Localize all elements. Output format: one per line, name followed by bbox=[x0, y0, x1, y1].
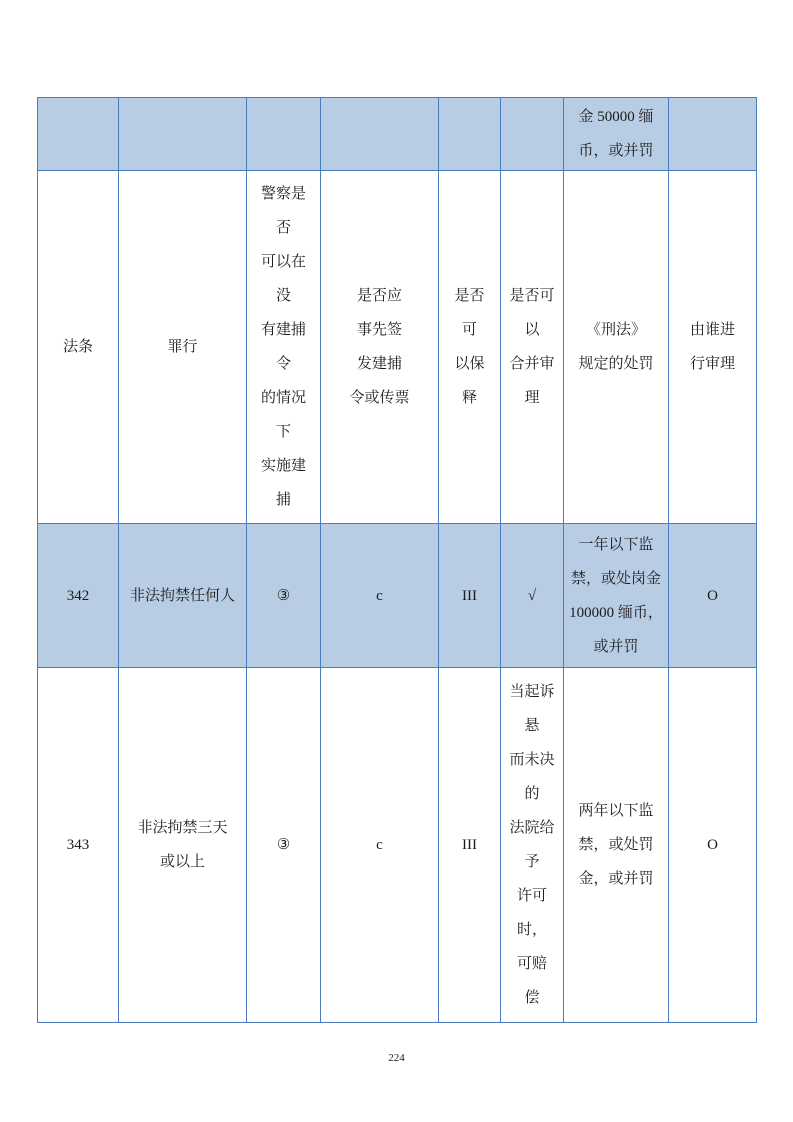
header-text: 释 bbox=[461, 390, 477, 406]
header-text: 由谁进 bbox=[689, 322, 735, 338]
cell-text: 一年以下监 bbox=[578, 536, 654, 553]
header-text: 是否应 bbox=[356, 288, 402, 304]
court-header bbox=[669, 171, 757, 524]
cell-text: 非法拘禁三天 bbox=[137, 820, 228, 836]
cell-text: 禁，或处罚 bbox=[578, 837, 654, 853]
cell-text: 悬 bbox=[524, 718, 540, 734]
header-text: 可以在 bbox=[260, 254, 306, 270]
cell-text: III bbox=[462, 837, 477, 853]
cell-text: 偿 bbox=[524, 990, 540, 1006]
cell-text: O bbox=[707, 837, 718, 853]
cell-text: 100000 缅币， bbox=[569, 604, 663, 621]
section-cell bbox=[38, 98, 119, 171]
cell-text: 343 bbox=[66, 837, 90, 853]
bail-cell bbox=[439, 524, 501, 668]
section-header bbox=[38, 171, 119, 524]
offence-cell bbox=[119, 524, 247, 668]
offence-cell bbox=[119, 668, 247, 1023]
table-row bbox=[38, 524, 757, 668]
penalty-cell bbox=[564, 524, 669, 668]
court-cell bbox=[669, 668, 757, 1023]
penalty-cell bbox=[564, 98, 669, 171]
header-text: 有建捕 bbox=[260, 322, 306, 338]
header-text: 捕 bbox=[275, 492, 291, 508]
section-cell bbox=[38, 668, 119, 1023]
compound-cell bbox=[501, 524, 564, 668]
header-text: 没 bbox=[275, 288, 291, 304]
court-cell bbox=[669, 98, 757, 171]
cell-text: 两年以下监 bbox=[578, 803, 654, 819]
header-text: 事先签 bbox=[356, 322, 402, 338]
table-row bbox=[38, 668, 757, 1023]
bail-cell bbox=[439, 668, 501, 1023]
page-number: 224 bbox=[388, 1052, 405, 1064]
arrest-cell bbox=[247, 98, 321, 171]
cell-text: 金 50000 缅 bbox=[578, 109, 654, 125]
header-text: 否 bbox=[275, 220, 291, 236]
header-text: 理 bbox=[524, 390, 540, 406]
compound-cell bbox=[501, 668, 564, 1023]
cell-text: 可赔 bbox=[516, 956, 547, 972]
header-text: 合并审 bbox=[509, 356, 555, 372]
continued-row bbox=[38, 98, 757, 171]
warrant-header bbox=[321, 171, 439, 524]
warrant-cell bbox=[321, 524, 439, 668]
cell-text: ③ bbox=[276, 587, 291, 604]
cell-text: 或以上 bbox=[159, 854, 205, 870]
header-row bbox=[38, 171, 757, 524]
cell-text: 的 bbox=[524, 786, 540, 802]
header-text: 令 bbox=[275, 356, 291, 372]
cell-text: √ bbox=[527, 587, 537, 604]
header-text: 规定的处罚 bbox=[578, 356, 654, 372]
header-text: 实施建 bbox=[260, 458, 306, 474]
offence-header bbox=[119, 171, 247, 524]
penal-code-table bbox=[37, 97, 757, 1023]
cell-text: 予 bbox=[524, 854, 540, 870]
warrant-cell bbox=[321, 98, 439, 171]
header-text: 令或传票 bbox=[349, 390, 410, 406]
cell-text: 时， bbox=[516, 922, 547, 938]
cell-text: ③ bbox=[276, 837, 291, 853]
offence-cell bbox=[119, 98, 247, 171]
bail-cell bbox=[439, 98, 501, 171]
compound-cell bbox=[501, 98, 564, 171]
court-cell bbox=[669, 524, 757, 668]
section-cell bbox=[38, 524, 119, 668]
warrant-cell bbox=[321, 668, 439, 1023]
header-text: 下 bbox=[275, 424, 291, 440]
header-text: 《刑法》 bbox=[585, 322, 646, 338]
compound-header bbox=[501, 171, 564, 524]
cell-text: 金，或并罚 bbox=[578, 871, 654, 887]
cell-text: 而未决 bbox=[509, 752, 555, 768]
cell-text: 或并罚 bbox=[593, 638, 639, 655]
header-text: 行审理 bbox=[689, 356, 735, 372]
header-text: 法条 bbox=[62, 339, 93, 355]
bail-header bbox=[439, 171, 501, 524]
arrest-cell bbox=[247, 668, 321, 1023]
cell-text: III bbox=[462, 587, 477, 604]
header-text: 发建捕 bbox=[356, 356, 402, 372]
header-text: 以保 bbox=[454, 356, 485, 372]
penalty-cell bbox=[564, 668, 669, 1023]
cell-text: 许可 bbox=[516, 888, 547, 904]
header-text: 是否 bbox=[454, 288, 485, 304]
cell-text: c bbox=[376, 587, 383, 604]
cell-text: 342 bbox=[66, 587, 90, 604]
arrest-header bbox=[247, 171, 321, 524]
penalty-header bbox=[564, 171, 669, 524]
cell-text: 禁，或处岗金 bbox=[570, 570, 661, 587]
header-text: 的情况 bbox=[260, 390, 306, 406]
cell-text: O bbox=[707, 587, 718, 604]
cell-text: 币，或并罚 bbox=[578, 143, 654, 159]
cell-text: 法院给 bbox=[509, 820, 555, 836]
header-text: 以 bbox=[524, 322, 540, 338]
cell-text: 非法拘禁任何人 bbox=[129, 587, 235, 604]
header-text: 可 bbox=[461, 322, 477, 338]
header-text: 警察是 bbox=[260, 186, 306, 202]
cell-text: c bbox=[376, 837, 383, 853]
header-text: 是否可 bbox=[509, 288, 555, 304]
cell-text: 当起诉 bbox=[509, 684, 555, 700]
header-text: 罪行 bbox=[167, 339, 198, 355]
arrest-cell bbox=[247, 524, 321, 668]
